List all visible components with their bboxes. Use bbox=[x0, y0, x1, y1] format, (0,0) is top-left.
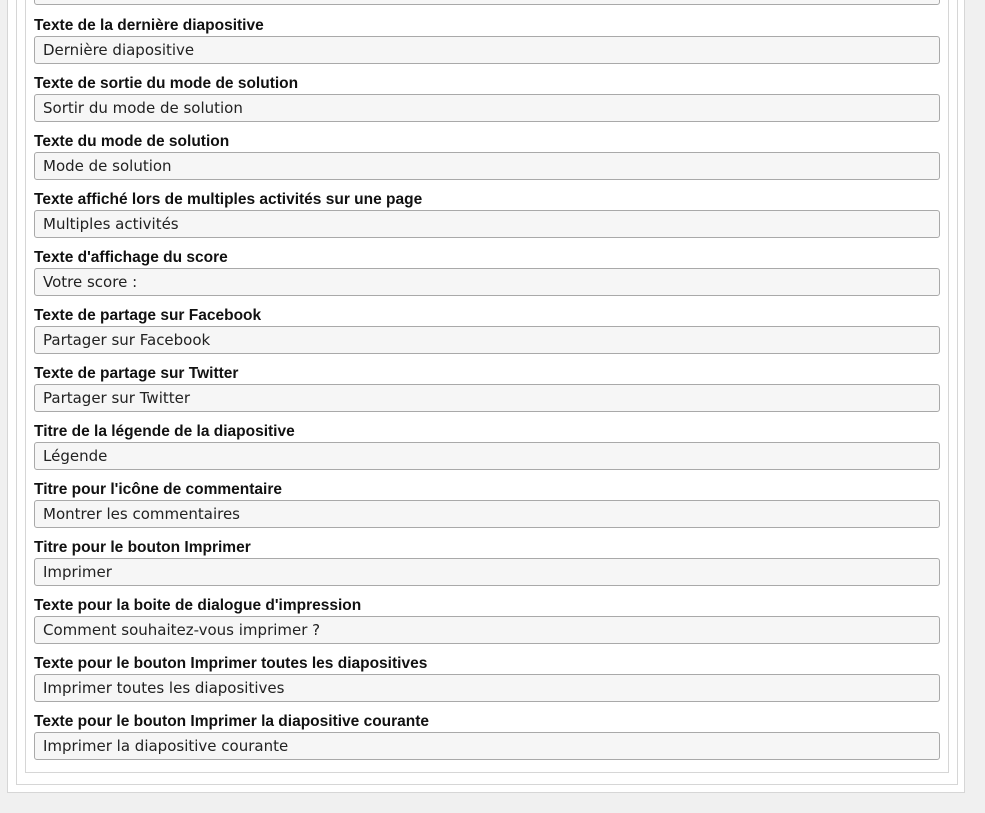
field-print-all-slides-text bbox=[34, 654, 940, 702]
field-label: Texte du mode de solution bbox=[34, 133, 230, 150]
field-label: Titre de la légende de la diapositive bbox=[34, 423, 295, 440]
text-input[interactable]: Imprimer la diapositive courante bbox=[34, 732, 940, 760]
field-label: Texte de partage sur Twitter bbox=[34, 365, 239, 382]
field-exit-solution-mode-text bbox=[34, 74, 940, 122]
field-print-current-slide-text bbox=[34, 712, 940, 760]
field-label: Texte de sortie du mode de solution bbox=[34, 75, 299, 92]
text-input[interactable]: Mode de solution bbox=[34, 152, 940, 180]
text-input[interactable]: Dernière diapositive bbox=[34, 36, 940, 64]
field-multiple-activities-text bbox=[34, 190, 940, 238]
field-solution-mode-text bbox=[34, 132, 940, 180]
field-label: Titre pour l'icône de commentaire bbox=[34, 481, 283, 498]
text-input[interactable]: Sortir du mode de solution bbox=[34, 94, 940, 122]
text-input[interactable]: Multiples activités bbox=[34, 210, 940, 238]
text-input[interactable]: Votre score : bbox=[34, 268, 940, 296]
field-label: Texte pour le bouton Imprimer la diapositive courante bbox=[34, 713, 430, 730]
text-input-partial[interactable] bbox=[34, 0, 940, 5]
text-input[interactable]: Partager sur Facebook bbox=[34, 326, 940, 354]
field-slide-caption-title bbox=[34, 422, 940, 470]
field-score-display-text bbox=[34, 248, 940, 296]
field-label: Texte pour le bouton Imprimer toutes les diapositives bbox=[34, 655, 428, 672]
text-input[interactable]: Comment souhaitez-vous imprimer ? bbox=[34, 616, 940, 644]
field-label: Titre pour le bouton Imprimer bbox=[34, 539, 251, 556]
field-comment-icon-title bbox=[34, 480, 940, 528]
field-twitter-share-text bbox=[34, 364, 940, 412]
text-input[interactable]: Imprimer toutes les diapositives bbox=[34, 674, 940, 702]
field-print-dialog-text bbox=[34, 596, 940, 644]
field-facebook-share-text bbox=[34, 306, 940, 354]
field-label: Texte pour la boite de dialogue d'impression bbox=[34, 597, 362, 614]
text-input[interactable]: Partager sur Twitter bbox=[34, 384, 940, 412]
field-label: Texte de la dernière diapositive bbox=[34, 17, 264, 34]
field-print-button-title bbox=[34, 538, 940, 586]
field-label: Texte affiché lors de multiples activités sur une page bbox=[34, 191, 423, 208]
field-last-slide-text bbox=[34, 16, 940, 64]
text-input[interactable]: Imprimer bbox=[34, 558, 940, 586]
field-label: Texte de partage sur Facebook bbox=[34, 307, 262, 324]
field-label: Texte d'affichage du score bbox=[34, 249, 228, 266]
text-input[interactable]: Légende bbox=[34, 442, 940, 470]
text-input[interactable]: Montrer les commentaires bbox=[34, 500, 940, 528]
